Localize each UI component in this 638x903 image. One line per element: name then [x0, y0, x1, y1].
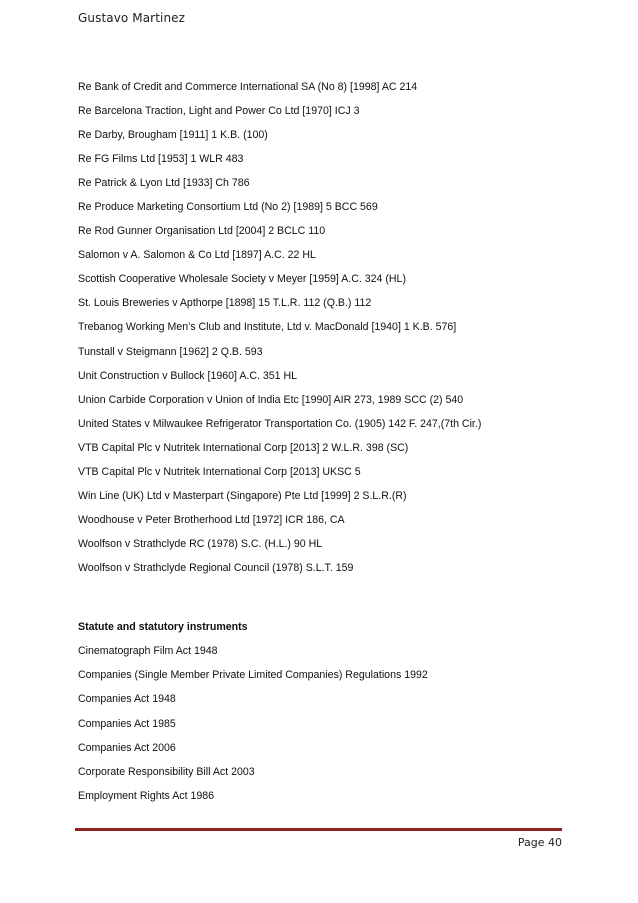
case-entry: Salomon v A. Salomon & Co Ltd [1897] A.C. 22 HL	[78, 249, 316, 262]
statute-entry: Companies Act 1985	[78, 717, 176, 730]
case-entry: Re FG Films Ltd [1953] 1 WLR 483	[78, 153, 244, 166]
footer-divider	[75, 828, 562, 831]
case-entry: Re Rod Gunner Organisation Ltd [2004] 2 BCLC 110	[78, 225, 326, 238]
statutes-section-heading: Statute and statutory instruments	[78, 621, 248, 633]
case-entry: Woolfson v Strathclyde Regional Council (1978) S.L.T. 159	[78, 561, 354, 574]
statute-entry: Cinematograph Film Act 1948	[78, 645, 218, 657]
case-entry: Re Bank of Credit and Commerce International SA (No 8) [1998] AC 214	[78, 81, 418, 93]
case-entry: Re Produce Marketing Consortium Ltd (No 2) [1989] 5 BCC 569	[78, 201, 378, 214]
statute-entry: Companies Act 1948	[78, 693, 176, 706]
case-entry: Trebanog Working Men’s Club and Institute, Ltd v. MacDonald [1940] 1 K.B. 576]	[78, 321, 457, 334]
case-entry: Woodhouse v Peter Brotherhood Ltd [1972] ICR 186, CA	[78, 513, 345, 526]
case-entry: Unit Construction v Bullock [1960] A.C. 351 HL	[78, 369, 298, 382]
page-header-author: Gustavo Martinez	[78, 11, 186, 25]
case-entry: VTB Capital Plc v Nutritek International Corp [2013] 2 W.L.R. 398 (SC)	[78, 441, 409, 454]
case-entry: Win Line (UK) Ltd v Masterpart (Singapore) Pte Ltd [1999] 2 S.L.R.(R)	[78, 489, 407, 502]
case-entry: Re Darby, Brougham [1911] 1 K.B. (100)	[78, 129, 268, 142]
case-entry: Re Patrick & Lyon Ltd [1933] Ch 786	[78, 177, 250, 190]
case-entry: Scottish Cooperative Wholesale Society v Meyer [1959] A.C. 324 (HL)	[78, 273, 406, 286]
case-entry: Tunstall v Steigmann [1962] 2 Q.B. 593	[78, 345, 263, 358]
case-entry: United States v Milwaukee Refrigerator Transportation Co. (1905) 142 F. 247,(7th Cir.)	[78, 417, 482, 430]
statute-entry: Companies Act 2006	[78, 741, 176, 754]
statutes-list	[78, 644, 428, 813]
case-entry: Woolfson v Strathclyde RC (1978) S.C. (H.L.) 90 HL	[78, 537, 323, 550]
statute-entry: Employment Rights Act 1986	[78, 790, 215, 803]
cases-list	[78, 80, 481, 585]
page-number: Page 40	[517, 836, 562, 849]
case-entry: VTB Capital Plc v Nutritek International Corp [2013] UKSC 5	[78, 465, 361, 478]
case-entry: Union Carbide Corporation v Union of India Etc [1990] AIR 273, 1989 SCC (2) 540	[78, 393, 464, 406]
statute-entry: Corporate Responsibility Bill Act 2003	[78, 765, 255, 778]
statute-entry: Companies (Single Member Private Limited Companies) Regulations 1992	[78, 669, 428, 682]
case-entry: Re Barcelona Traction, Light and Power Co Ltd [1970] ICJ 3	[78, 105, 360, 118]
case-entry: St. Louis Breweries v Apthorpe [1898] 15 T.L.R. 112 (Q.B.) 112	[78, 297, 372, 310]
